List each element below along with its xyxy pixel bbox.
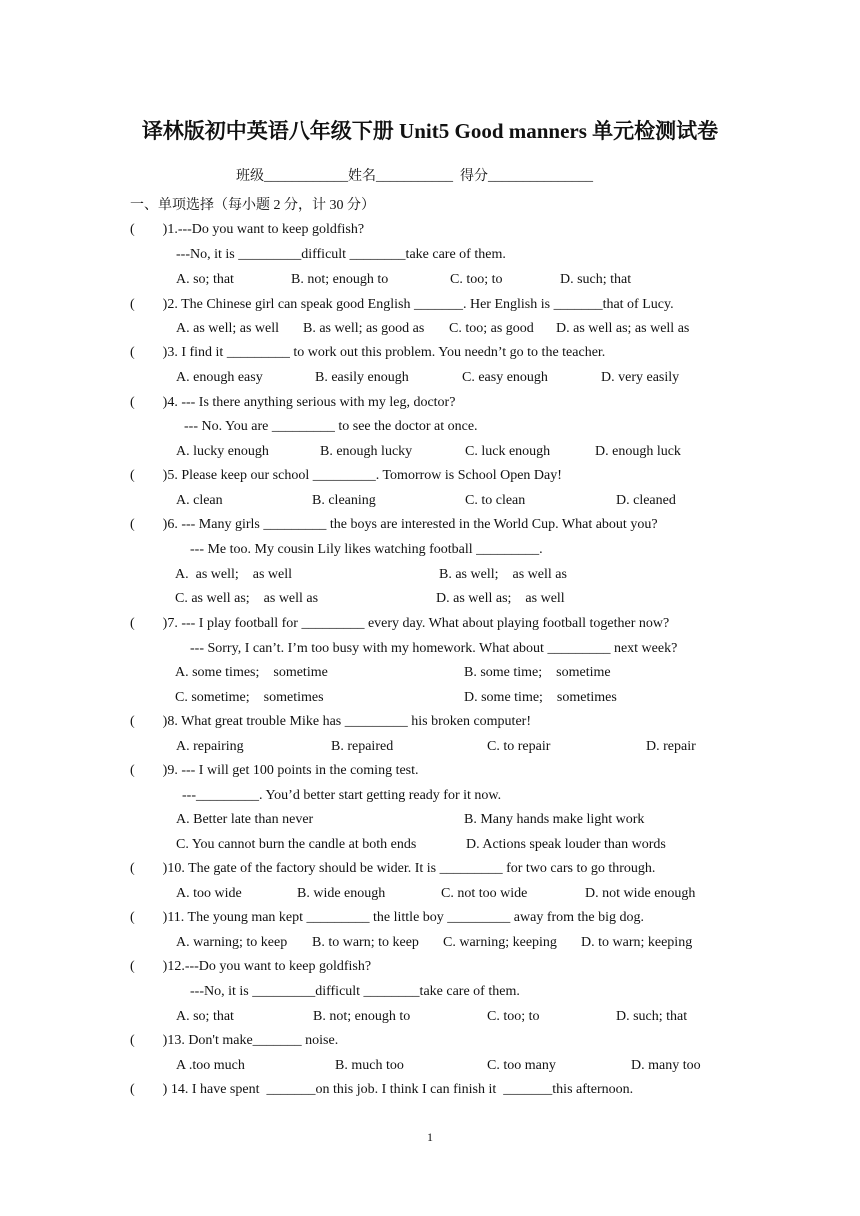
question-stem: ( )4. --- Is there anything serious with my leg, doctor? [130, 395, 456, 410]
option: A. enough easy [176, 370, 263, 385]
option: A. so; that [176, 1009, 234, 1024]
option: D. many too [631, 1058, 701, 1073]
page-title: 译林版初中英语八年级下册 Unit5 Good manners 单元检测试卷 [141, 119, 719, 143]
answer-line: --- Sorry, I can’t. I’m too busy with my homework. What about _________ next week? [190, 641, 678, 656]
option: A. so; that [176, 272, 234, 287]
option: A. clean [176, 493, 223, 508]
option: B. easily enough [315, 370, 409, 385]
question-stem: ( )9. --- I will get 100 points in the coming test. [130, 763, 419, 778]
option: D. not wide enough [585, 886, 696, 901]
option: C. too many [487, 1058, 556, 1073]
option: C. luck enough [465, 444, 551, 459]
answer-line: ---_________. You’d better start getting ready for it now. [182, 788, 502, 803]
answer-line: --- No. You are _________ to see the doctor at once. [184, 419, 478, 434]
option: B. as well; as well as [439, 567, 567, 582]
answer-line: ---No, it is _________difficult ________take care of them. [190, 984, 520, 999]
answer-line: ---No, it is _________difficult ________take care of them. [176, 247, 506, 262]
page-number: 1 [427, 1130, 433, 1144]
class-name-score-line: 班级____________姓名___________ 得分_______________ [236, 169, 593, 184]
option: C. not too wide [441, 886, 528, 901]
option: D. enough luck [595, 444, 681, 459]
option: C. to repair [487, 739, 551, 754]
option: D. such; that [560, 272, 632, 287]
option: A. Better late than never [176, 812, 314, 827]
option: C. too; as good [449, 321, 534, 336]
option: B. much too [335, 1058, 404, 1073]
option: D. some time; sometimes [464, 690, 617, 705]
option: A .too much [176, 1058, 245, 1073]
option: B. Many hands make light work [464, 812, 645, 827]
question-stem: ( )3. I find it _________ to work out this problem. You needn’t go to the teacher. [130, 345, 606, 360]
question-stem: ( )8. What great trouble Mike has _________ his broken computer! [130, 714, 531, 729]
option: C. warning; keeping [443, 935, 557, 950]
option: C. too; to [450, 272, 503, 287]
answer-line: --- Me too. My cousin Lily likes watching football _________. [190, 542, 543, 557]
question-stem: ( )1.---Do you want to keep goldfish? [130, 222, 365, 237]
question-stem: ( )6. --- Many girls _________ the boys are interested in the World Cup. What about you? [130, 517, 658, 532]
option: C. to clean [465, 493, 526, 508]
option: B. repaired [331, 739, 394, 754]
question-stem: ( ) 14. I have spent _______on this job. I think I can finish it _______this afternoon. [130, 1082, 634, 1097]
option: A. some times; sometime [175, 665, 328, 680]
option: A. as well; as well [176, 321, 280, 336]
option: D. to warn; keeping [581, 935, 693, 950]
question-stem: ( )5. Please keep our school _________. Tomorrow is School Open Day! [130, 468, 562, 483]
question-stem: ( )13. Don't make_______ noise. [130, 1033, 339, 1048]
option: B. enough lucky [320, 444, 413, 459]
option: B. cleaning [312, 493, 376, 508]
option: C. as well as; as well as [175, 591, 319, 606]
option: B. not; enough to [313, 1009, 411, 1024]
option: B. to warn; to keep [312, 935, 419, 950]
option: D. such; that [616, 1009, 688, 1024]
option: B. some time; sometime [464, 665, 611, 680]
question-stem: ( )2. The Chinese girl can speak good English _______. Her English is _______that of Lucy. [130, 297, 674, 312]
option: D. as well as; as well [436, 591, 565, 606]
option: B. as well; as good as [303, 321, 425, 336]
option: D. repair [646, 739, 696, 754]
option: C. easy enough [462, 370, 548, 385]
option: A. repairing [176, 739, 244, 754]
option: A. warning; to keep [176, 935, 288, 950]
question-stem: ( )11. The young man kept _________ the little boy _________ away from the big dog. [130, 910, 645, 925]
option: B. wide enough [297, 886, 386, 901]
question-stem: ( )12.---Do you want to keep goldfish? [130, 959, 372, 974]
option: D. Actions speak louder than words [466, 837, 666, 852]
question-stem: ( )10. The gate of the factory should be wider. It is _________ for two cars to go through. [130, 861, 656, 876]
option: A. as well; as well [175, 567, 293, 582]
option: C. sometime; sometimes [175, 690, 324, 705]
option: B. not; enough to [291, 272, 389, 287]
option: A. too wide [176, 886, 242, 901]
option: C. too; to [487, 1009, 540, 1024]
option: D. cleaned [616, 493, 676, 508]
option: C. You cannot burn the candle at both ends [176, 837, 417, 852]
section-header: 一、单项选择（每小题 2 分，计 30 分） [130, 198, 375, 213]
option: D. as well as; as well as [556, 321, 690, 336]
question-stem: ( )7. --- I play football for _________ every day. What about playing football together now? [130, 616, 670, 631]
option: A. lucky enough [176, 444, 269, 459]
option: D. very easily [601, 370, 680, 385]
